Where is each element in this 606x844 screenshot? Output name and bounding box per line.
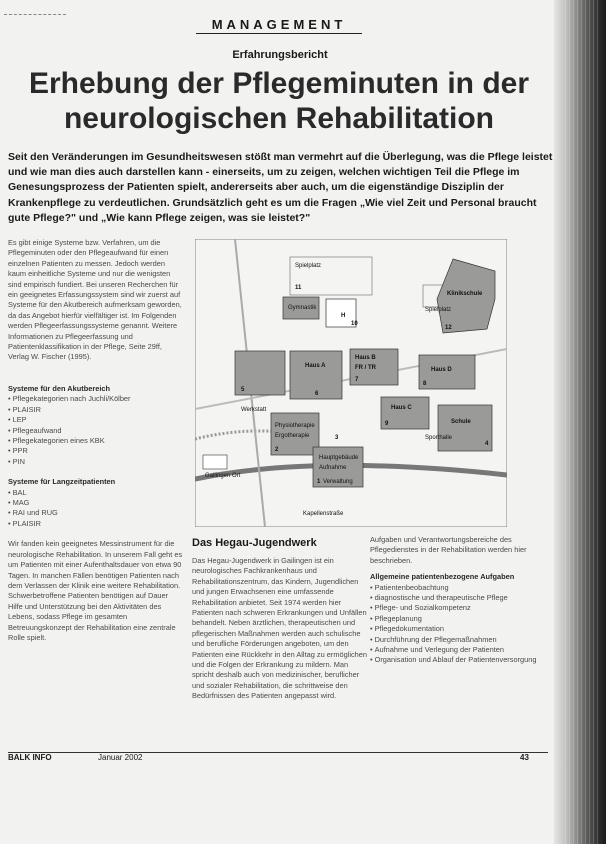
campus-site-plan (195, 239, 507, 527)
map-label: Klinikschule (447, 291, 483, 297)
map-label: 3 (335, 435, 339, 441)
map-label: Verwaltung (323, 479, 353, 485)
list-item: • RAI und RUG (8, 508, 184, 518)
building-gailingen-label (203, 455, 227, 469)
page-number: 43 (520, 753, 529, 762)
list-item: • PLAISIR (8, 519, 184, 529)
list-item: • diagnostische und therapeutische Pflege (370, 593, 546, 603)
map-label: 4 (485, 441, 489, 447)
map-label: Schule (451, 419, 471, 425)
map-label: H (341, 313, 346, 319)
list-item: • PLAISIR (8, 405, 184, 415)
map-label: Haus C (391, 405, 412, 411)
footer-brand: BALK INFO (8, 753, 52, 762)
list-item: • Pflege- und Sozialkompetenz (370, 603, 546, 613)
col1-intro: Es gibt einige Systeme bzw. Verfahren, um die Pflegeminuten oder den Pflegeaufwand für einen einzelnen Patienten zu messen. Jedoch werden kaum einheitliche Systeme und nur die wenigsten sind empirisch fundiert. Bei unseren Recherchen für ein geeignetes Erfassungssystem sind wir zuerst auf Systeme für den Akutbereich aufmerksam geworden, da das Angebot hierfür vielfältiger ist. Im Folgenden werden Pflegeerfassungssysteme genannt. Weitere Informationen zu Pflegeerfassung und Patientenklassifikation in der Pflege, Seite 29ff, Verlag W. Fischer (1995). (8, 238, 182, 362)
article-title (0, 66, 558, 136)
list-item: • Pflegekategorien eines KBK (8, 436, 184, 446)
col1-langzeit-heading: Systeme für Langzeitpatienten (8, 477, 116, 487)
col3-intro: Aufgaben und Verantwortungsbereiche des Pflegedienstes in der Rehabilitation werden hier beschrieben. (370, 535, 527, 565)
list-item: • BAL (8, 488, 184, 498)
title-line-1: Erhebung der Pflegeminuten in der (28, 67, 530, 100)
map-label: Physiotherapie (275, 423, 315, 429)
map-label: 10 (351, 321, 358, 327)
map-label: Hauptgebäude (319, 455, 359, 461)
col3-list (370, 583, 546, 666)
map-label: 7 (355, 377, 359, 383)
col3-subheading: Allgemeine patientenbezogene Aufgaben (370, 572, 515, 582)
map-label: Kapellenstraße (303, 511, 344, 517)
column-right (370, 535, 546, 666)
map-label: Haus B (355, 355, 376, 361)
map-label: Haus D (431, 367, 452, 373)
list-item: • PIN (8, 457, 184, 467)
article-kicker: Erfahrungsbericht (232, 49, 328, 61)
list-item: • Durchführung der Pflegemaßnahmen (370, 635, 546, 645)
list-item: • MAG (8, 498, 184, 508)
col2-heading: Das Hegau-Jugendwerk (192, 537, 317, 549)
map-label: Spielplatz (295, 263, 322, 269)
top-dashed-rule (4, 14, 66, 15)
column-left (8, 238, 184, 687)
footer-rule (8, 752, 548, 753)
map-label: 9 (385, 421, 389, 427)
list-item: • Pflegeaufwand (8, 426, 184, 436)
map-label: Sporthalle (425, 435, 453, 441)
list-item: • LEP (8, 415, 184, 425)
col1-akut-heading: Systeme für den Akutbereich (8, 384, 110, 393)
map-label: Haus A (305, 363, 326, 369)
map-label: Spielplatz (425, 307, 452, 313)
map-label: 8 (423, 381, 427, 387)
map-label: Ergotherapie (275, 433, 310, 439)
map-label: 1 (317, 479, 321, 485)
col2-body: Das Hegau-Jugendwerk in Gailingen ist ein neurologisches Fachkrankenhaus und Rehabilitationszentrum, das Kindern, Jugendlichen und jungen Erwachsenen eine umfassende Rehabilitation anbietet. Seit 1974 werden hier Patienten nach schweren Erkrankungen und Unfällen behandelt. Neben ärztlichen, therapeutischen und pflegerischen Maßnahmen werden auch schulische und berufliche Förderungen angeboten, um den Patienten eine Rückkehr in den Alltag zu ermöglichen und die Folgen der Erkrankung zu mildern. Man spricht deshalb auch von medizinischer, beruflicher und sozialer Rehabilitation, die schrittweise den Bedürfnissen des Patienten angepasst wird. (192, 556, 368, 701)
map-label: Werkstatt (241, 407, 267, 413)
building-schule (438, 405, 492, 451)
column-middle (192, 556, 368, 742)
footer-date: Januar 2002 (98, 753, 143, 762)
map-label: 11 (295, 285, 302, 291)
article-lead: Seit den Veränderungen im Gesundheitswesen stößt man vermehrt auf die Überlegung, was die Pflege leistet und wie man dies auch darstellen kann - einerseits, um zu zeigen, welchen wichtigen Teil die Pflege im Genesungsprozess der Patienten spielt, andererseits aber auch, um die eigenständige Disziplin der Krankenpflege zu verdeutlichen. Grundsätzlich geht es um die Fragen „Wie viel Zeit und Personal braucht gute Pflege?" und „Wie kann Pflege zeigen, was sie leistet?" (8, 151, 553, 224)
map-label: Gymnastik (288, 305, 317, 311)
map-label: 5 (241, 387, 245, 393)
map-label: 6 (315, 391, 319, 397)
map-label: 12 (445, 325, 452, 331)
page-edges (562, 0, 598, 844)
list-item: • Organisation und Ablauf der Patientenversorgung (370, 655, 546, 665)
map-label: Aufnahme (319, 465, 347, 471)
map-label: FR / TR (355, 365, 376, 371)
list-item: • Aufnahme und Verlegung der Patienten (370, 645, 546, 655)
list-item: • Pflegeplanung (370, 614, 546, 624)
col1-langzeit-list (8, 488, 184, 530)
list-item: • Pflegekategorien nach Juchli/Kölber (8, 394, 184, 404)
list-item: • Patientenbeobachtung (370, 583, 546, 593)
section-rule (196, 33, 362, 34)
list-item: • PPR (8, 446, 184, 456)
map-label: Gailingen Ort (205, 473, 241, 479)
map-label: 2 (275, 447, 279, 453)
list-item: • Pflegedokumentation (370, 624, 546, 634)
col1-outro: Wir fanden kein geeignetes Messinstrument für die neurologische Rehabilitation. In unserem Fall geht es um Patienten mit einer Aufenthaltsdauer von etwa 90 Tagen. In manchen Fällen benötigen Patienten nach dem Verlassen der Klinik eine weitere Rehabilitation. Schwerbetroffene Patienten benötigen auf Dauer Hilfe und Unterstützung bei den Aktivitäten des Lebens, sodass Pflege im gesamten Betreuungskonzept der Rehabilitation eine zentrale Rolle spielt. (8, 539, 183, 642)
col1-akut-list (8, 394, 184, 467)
title-line-2: neurologischen Rehabilitation (63, 102, 495, 135)
section-header: MANAGEMENT (211, 17, 347, 32)
